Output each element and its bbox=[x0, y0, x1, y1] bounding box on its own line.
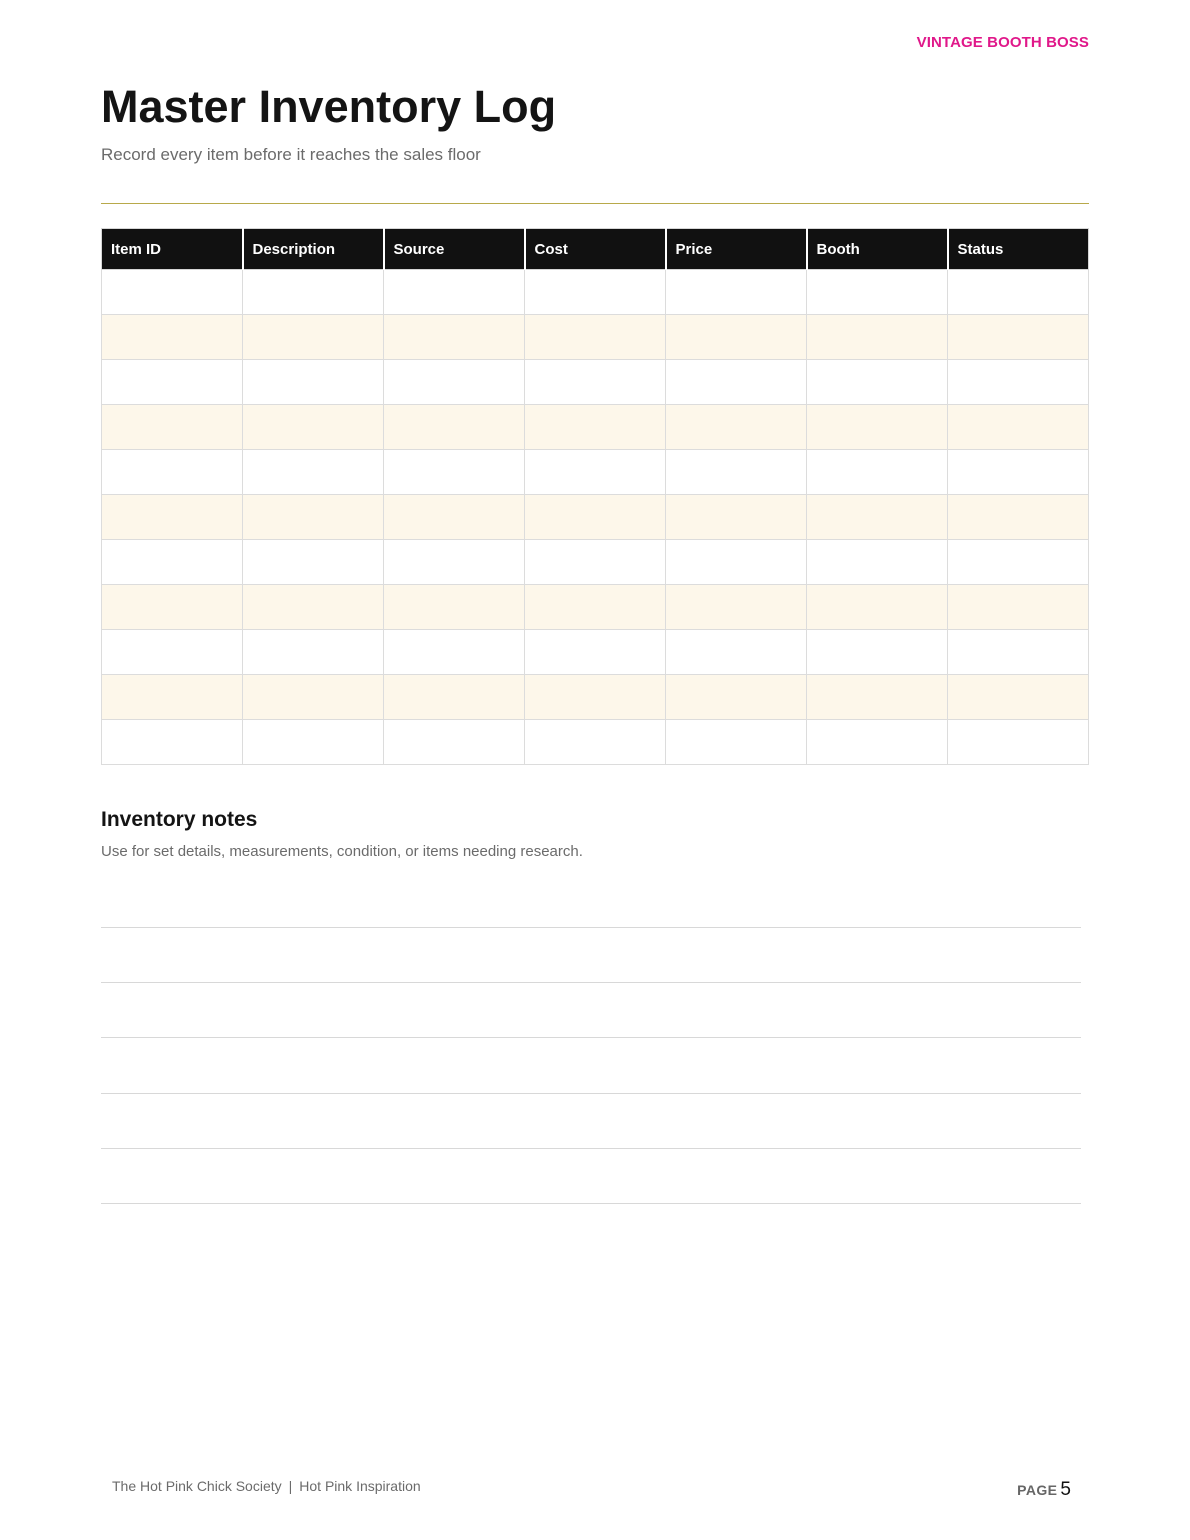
page-indicator bbox=[1017, 1479, 1071, 1501]
page-label: PAGE bbox=[1017, 1482, 1058, 1498]
note-line[interactable] bbox=[101, 1148, 1081, 1149]
note-line[interactable] bbox=[101, 982, 1081, 983]
table-row bbox=[102, 360, 1089, 405]
table-cell-source[interactable] bbox=[384, 270, 525, 315]
table-row bbox=[102, 540, 1089, 585]
table-cell-status[interactable] bbox=[948, 720, 1089, 765]
table-cell-booth[interactable] bbox=[807, 495, 948, 540]
table-cell-item-id[interactable] bbox=[102, 675, 243, 720]
notes-title: Inventory notes bbox=[101, 808, 258, 831]
table-cell-price[interactable] bbox=[666, 540, 807, 585]
table-cell-booth[interactable] bbox=[807, 405, 948, 450]
table-cell-status[interactable] bbox=[948, 450, 1089, 495]
table-cell-cost[interactable] bbox=[525, 405, 666, 450]
table-body bbox=[102, 270, 1089, 765]
note-line[interactable] bbox=[101, 927, 1081, 928]
table-cell-source[interactable] bbox=[384, 405, 525, 450]
table-cell-price[interactable] bbox=[666, 720, 807, 765]
table-cell-status[interactable] bbox=[948, 360, 1089, 405]
note-line[interactable] bbox=[101, 1203, 1081, 1204]
inventory-table bbox=[101, 228, 1089, 765]
table-cell-cost[interactable] bbox=[525, 675, 666, 720]
table-cell-status[interactable] bbox=[948, 315, 1089, 360]
table-cell-price[interactable] bbox=[666, 630, 807, 675]
table-cell-booth[interactable] bbox=[807, 585, 948, 630]
table-cell-description[interactable] bbox=[243, 270, 384, 315]
brand-label: VINTAGE BOOTH BOSS bbox=[916, 34, 1089, 51]
table-cell-cost[interactable] bbox=[525, 630, 666, 675]
footer-org: The Hot Pink Chick Society bbox=[112, 1478, 282, 1494]
table-cell-price[interactable] bbox=[666, 585, 807, 630]
footer-separator: | bbox=[288, 1478, 293, 1494]
table-row bbox=[102, 315, 1089, 360]
table-cell-price[interactable] bbox=[666, 270, 807, 315]
page-title: Master Inventory Log bbox=[101, 81, 557, 132]
table-cell-description[interactable] bbox=[243, 585, 384, 630]
page-number: 5 bbox=[1060, 1479, 1071, 1500]
column-header-price: Price bbox=[666, 229, 807, 270]
table-row bbox=[102, 495, 1089, 540]
table-cell-description[interactable] bbox=[243, 450, 384, 495]
column-header-item-id: Item ID bbox=[102, 229, 243, 270]
table-row bbox=[102, 270, 1089, 315]
table-cell-item-id[interactable] bbox=[102, 270, 243, 315]
table-cell-description[interactable] bbox=[243, 720, 384, 765]
table-cell-booth[interactable] bbox=[807, 450, 948, 495]
table-cell-description[interactable] bbox=[243, 405, 384, 450]
table-cell-status[interactable] bbox=[948, 270, 1089, 315]
table-cell-source[interactable] bbox=[384, 585, 525, 630]
table-cell-cost[interactable] bbox=[525, 540, 666, 585]
table-cell-price[interactable] bbox=[666, 405, 807, 450]
column-header-booth: Booth bbox=[807, 229, 948, 270]
table-cell-item-id[interactable] bbox=[102, 630, 243, 675]
table-cell-price[interactable] bbox=[666, 495, 807, 540]
table-cell-item-id[interactable] bbox=[102, 585, 243, 630]
page-subtitle: Record every item before it reaches the sales floor bbox=[101, 145, 481, 164]
table-cell-booth[interactable] bbox=[807, 360, 948, 405]
table-cell-price[interactable] bbox=[666, 315, 807, 360]
table-cell-status[interactable] bbox=[948, 585, 1089, 630]
column-header-cost: Cost bbox=[525, 229, 666, 270]
table-cell-source[interactable] bbox=[384, 675, 525, 720]
table-cell-description[interactable] bbox=[243, 360, 384, 405]
table-cell-cost[interactable] bbox=[525, 315, 666, 360]
table-cell-item-id[interactable] bbox=[102, 450, 243, 495]
table-row bbox=[102, 630, 1089, 675]
table-cell-source[interactable] bbox=[384, 540, 525, 585]
table-cell-booth[interactable] bbox=[807, 270, 948, 315]
table-row bbox=[102, 405, 1089, 450]
table-cell-description[interactable] bbox=[243, 315, 384, 360]
table-cell-description[interactable] bbox=[243, 675, 384, 720]
table-cell-status[interactable] bbox=[948, 495, 1089, 540]
table-cell-item-id[interactable] bbox=[102, 720, 243, 765]
table-row bbox=[102, 585, 1089, 630]
table-row bbox=[102, 450, 1089, 495]
table-cell-source[interactable] bbox=[384, 495, 525, 540]
table-header-row bbox=[102, 229, 1089, 270]
table-cell-cost[interactable] bbox=[525, 450, 666, 495]
table-cell-status[interactable] bbox=[948, 630, 1089, 675]
table-cell-source[interactable] bbox=[384, 315, 525, 360]
table-cell-description[interactable] bbox=[243, 540, 384, 585]
table-cell-status[interactable] bbox=[948, 675, 1089, 720]
note-line[interactable] bbox=[101, 1037, 1081, 1038]
notes-subtitle: Use for set details, measurements, condition, or items needing research. bbox=[101, 843, 583, 860]
table-cell-description[interactable] bbox=[243, 495, 384, 540]
table-row bbox=[102, 720, 1089, 765]
table-cell-booth[interactable] bbox=[807, 630, 948, 675]
table-cell-source[interactable] bbox=[384, 360, 525, 405]
table-cell-booth[interactable] bbox=[807, 540, 948, 585]
table-cell-source[interactable] bbox=[384, 720, 525, 765]
table-cell-cost[interactable] bbox=[525, 495, 666, 540]
table-cell-price[interactable] bbox=[666, 450, 807, 495]
table-cell-status[interactable] bbox=[948, 540, 1089, 585]
table-cell-source[interactable] bbox=[384, 630, 525, 675]
table-cell-cost[interactable] bbox=[525, 360, 666, 405]
table-row bbox=[102, 675, 1089, 720]
footer-credit bbox=[112, 1478, 421, 1494]
table-cell-status[interactable] bbox=[948, 405, 1089, 450]
table-cell-item-id[interactable] bbox=[102, 495, 243, 540]
column-header-source: Source bbox=[384, 229, 525, 270]
table-cell-source[interactable] bbox=[384, 450, 525, 495]
note-line[interactable] bbox=[101, 1093, 1081, 1094]
table-cell-cost[interactable] bbox=[525, 270, 666, 315]
column-header-description: Description bbox=[243, 229, 384, 270]
table-cell-item-id[interactable] bbox=[102, 405, 243, 450]
table-cell-cost[interactable] bbox=[525, 585, 666, 630]
table-cell-price[interactable] bbox=[666, 675, 807, 720]
footer-tagline: Hot Pink Inspiration bbox=[299, 1478, 421, 1494]
table-cell-description[interactable] bbox=[243, 630, 384, 675]
table-cell-booth[interactable] bbox=[807, 315, 948, 360]
table-cell-booth[interactable] bbox=[807, 720, 948, 765]
table-cell-item-id[interactable] bbox=[102, 315, 243, 360]
table-cell-item-id[interactable] bbox=[102, 360, 243, 405]
table-cell-cost[interactable] bbox=[525, 720, 666, 765]
table-cell-price[interactable] bbox=[666, 360, 807, 405]
title-divider bbox=[101, 203, 1089, 204]
column-header-status: Status bbox=[948, 229, 1089, 270]
table-cell-booth[interactable] bbox=[807, 675, 948, 720]
table-cell-item-id[interactable] bbox=[102, 540, 243, 585]
